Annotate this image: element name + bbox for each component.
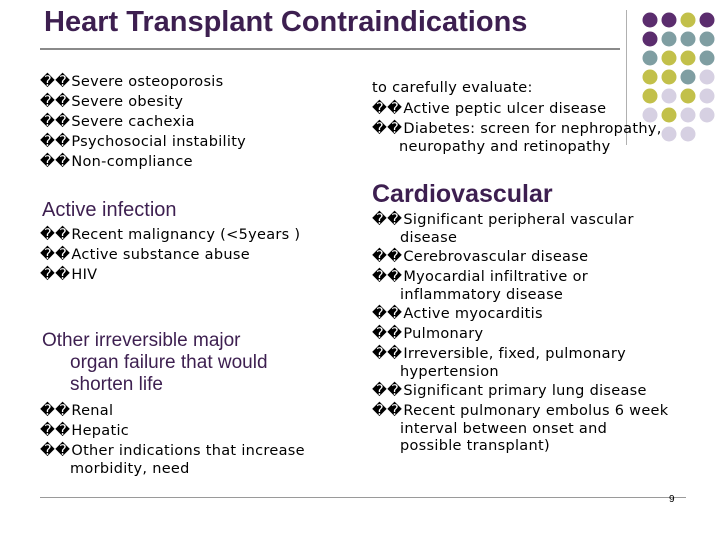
other-heading-line: organ failure that would bbox=[70, 352, 268, 373]
bullet-marker: �� bbox=[40, 247, 71, 263]
evaluate-intro: to carefully evaluate: bbox=[372, 80, 533, 96]
left-group-2 bbox=[40, 225, 300, 285]
left-group-1 bbox=[40, 72, 246, 172]
bullet-item bbox=[40, 92, 246, 112]
bullet-text: ctive peptic ulcer disease bbox=[413, 101, 607, 117]
bullet-text: epatic bbox=[82, 423, 130, 439]
title-underline bbox=[40, 48, 620, 50]
decor-dot bbox=[700, 13, 715, 28]
other-heading-line: Other irreversible major bbox=[42, 330, 241, 351]
bullet-marker: �� bbox=[40, 154, 71, 170]
decor-dot bbox=[700, 70, 715, 85]
bullet-text: iabetes: screen for nephropathy, bbox=[414, 121, 662, 137]
bullet-marker: �� bbox=[372, 346, 403, 362]
decor-dot bbox=[681, 89, 696, 104]
bullet-marker: �� bbox=[372, 101, 403, 117]
bullet-text: ctive substance abuse bbox=[81, 247, 250, 263]
bullet-marker: �� bbox=[372, 403, 403, 419]
bullet-text: yocardial infiltrative or bbox=[416, 269, 588, 285]
bullet-text: ecent malignancy (<5years ) bbox=[81, 227, 301, 243]
items-continuation: neuropathy and retinopathy bbox=[399, 139, 611, 155]
decor-dot bbox=[662, 32, 677, 47]
bullet-item bbox=[40, 265, 300, 285]
bullet-initial: R bbox=[403, 403, 414, 419]
slide-title: Heart Transplant Contraindications bbox=[44, 6, 528, 38]
bullet-text: rreversible, fixed, pulmonary bbox=[407, 346, 626, 362]
bullet-initial: A bbox=[403, 306, 414, 322]
bullet-marker: �� bbox=[372, 249, 403, 265]
bullet-item bbox=[372, 324, 668, 344]
bullet-marker: �� bbox=[40, 443, 71, 459]
bullet-initial: I bbox=[403, 346, 408, 362]
bullet-initial: R bbox=[71, 403, 82, 419]
bullet-initial: N bbox=[71, 154, 83, 170]
bullet-text: ignificant peripheral vascular bbox=[412, 212, 634, 228]
bullet-marker: �� bbox=[40, 423, 71, 439]
bullet-marker: �� bbox=[40, 267, 71, 283]
bullet-marker: �� bbox=[40, 74, 71, 90]
bullet-marker: �� bbox=[40, 227, 71, 243]
active-infection-heading: Active infection bbox=[42, 199, 177, 221]
bullet-initial: C bbox=[403, 249, 414, 265]
bullet-marker: �� bbox=[372, 326, 403, 342]
bullet-initial: H bbox=[71, 423, 83, 439]
bullet-item bbox=[372, 401, 668, 421]
bullet-initial: S bbox=[403, 383, 413, 399]
bullet-item bbox=[372, 267, 668, 287]
group3-continuation: morbidity, need bbox=[70, 461, 190, 477]
bullet-initial: S bbox=[71, 74, 81, 90]
decor-dot bbox=[681, 70, 696, 85]
footer-rule bbox=[40, 497, 686, 498]
decor-dot bbox=[643, 51, 658, 66]
bullet-initial: S bbox=[71, 114, 81, 130]
bullet-continuation: interval between onset and bbox=[400, 421, 608, 437]
bullet-initial: H bbox=[71, 267, 83, 283]
decor-dot bbox=[681, 127, 696, 142]
decor-dot bbox=[662, 13, 677, 28]
other-irreversible-heading bbox=[42, 330, 268, 396]
bullet-marker: �� bbox=[372, 383, 403, 399]
bullet-marker: �� bbox=[372, 269, 403, 285]
decor-dot bbox=[700, 51, 715, 66]
bullet-initial: A bbox=[71, 247, 82, 263]
bullet-item bbox=[372, 304, 668, 324]
bullet-initial: D bbox=[403, 121, 415, 137]
bullet-text: evere cachexia bbox=[80, 114, 195, 130]
bullet-marker: �� bbox=[40, 114, 71, 130]
bullet-initial: S bbox=[71, 94, 81, 110]
bullet-text: ther indications that increase bbox=[83, 443, 305, 459]
bullet-item bbox=[40, 441, 305, 461]
decor-dot bbox=[681, 51, 696, 66]
decor-dot bbox=[700, 89, 715, 104]
bullet-text: ulmonary bbox=[412, 326, 484, 342]
bullet-text: enal bbox=[81, 403, 114, 419]
left-group-3 bbox=[40, 401, 305, 478]
other-heading-line: shorten life bbox=[70, 374, 163, 395]
bullet-item bbox=[40, 401, 305, 421]
decor-dot bbox=[662, 51, 677, 66]
bullet-continuation: disease bbox=[400, 230, 458, 246]
bullet-initial: P bbox=[403, 326, 413, 342]
bullet-initial: A bbox=[403, 101, 414, 117]
bullet-item bbox=[372, 210, 668, 230]
bullet-text: ignificant primary lung disease bbox=[412, 383, 647, 399]
bullet-item bbox=[40, 132, 246, 152]
bullet-initial: O bbox=[71, 443, 84, 459]
decor-dot bbox=[643, 32, 658, 47]
bullet-marker: �� bbox=[40, 403, 71, 419]
decor-dot bbox=[643, 70, 658, 85]
decor-dot bbox=[700, 108, 715, 123]
page-number: 9 bbox=[669, 494, 675, 505]
bullet-continuation: inflammatory disease bbox=[400, 287, 564, 303]
decor-dot bbox=[662, 127, 677, 142]
bullet-item bbox=[372, 119, 662, 139]
decor-dot bbox=[662, 108, 677, 123]
bullet-continuation: possible transplant) bbox=[400, 438, 550, 454]
bullet-text: IV bbox=[82, 267, 98, 283]
bullet-initial: R bbox=[71, 227, 82, 243]
bullet-item bbox=[40, 225, 300, 245]
bullet-item bbox=[372, 99, 662, 119]
decor-dot bbox=[643, 13, 658, 28]
decor-dot bbox=[662, 70, 677, 85]
bullet-item bbox=[40, 112, 246, 132]
bullet-item bbox=[372, 247, 668, 267]
bullet-text: on-compliance bbox=[82, 154, 193, 170]
bullet-item bbox=[40, 72, 246, 92]
cardiovascular-list bbox=[372, 210, 668, 455]
bullet-item bbox=[40, 245, 300, 265]
bullet-item bbox=[372, 344, 668, 364]
decor-dot bbox=[681, 32, 696, 47]
cardiovascular-heading: Cardiovascular bbox=[372, 180, 553, 208]
bullet-text: ecent pulmonary embolus 6 week bbox=[413, 403, 669, 419]
bullet-marker: �� bbox=[40, 134, 71, 150]
decor-dot bbox=[700, 32, 715, 47]
bullet-marker: �� bbox=[372, 212, 403, 228]
bullet-text: sychosocial instability bbox=[80, 134, 247, 150]
bullet-text: evere osteoporosis bbox=[80, 74, 224, 90]
bullet-initial: S bbox=[403, 212, 413, 228]
decor-dot bbox=[681, 13, 696, 28]
right-group-1 bbox=[372, 99, 662, 156]
bullet-marker: �� bbox=[40, 94, 71, 110]
bullet-item bbox=[40, 421, 305, 441]
bullet-marker: �� bbox=[372, 121, 403, 137]
bullet-marker: �� bbox=[372, 306, 403, 322]
bullet-initial: P bbox=[71, 134, 81, 150]
bullet-continuation: hypertension bbox=[400, 364, 499, 380]
bullet-initial: M bbox=[403, 269, 417, 285]
decor-dot bbox=[662, 89, 677, 104]
bullet-text: ctive myocarditis bbox=[413, 306, 543, 322]
bullet-item bbox=[372, 381, 668, 401]
bullet-item bbox=[40, 152, 246, 172]
bullet-text: erebrovascular disease bbox=[413, 249, 589, 265]
decor-dot bbox=[681, 108, 696, 123]
bullet-text: evere obesity bbox=[80, 94, 184, 110]
